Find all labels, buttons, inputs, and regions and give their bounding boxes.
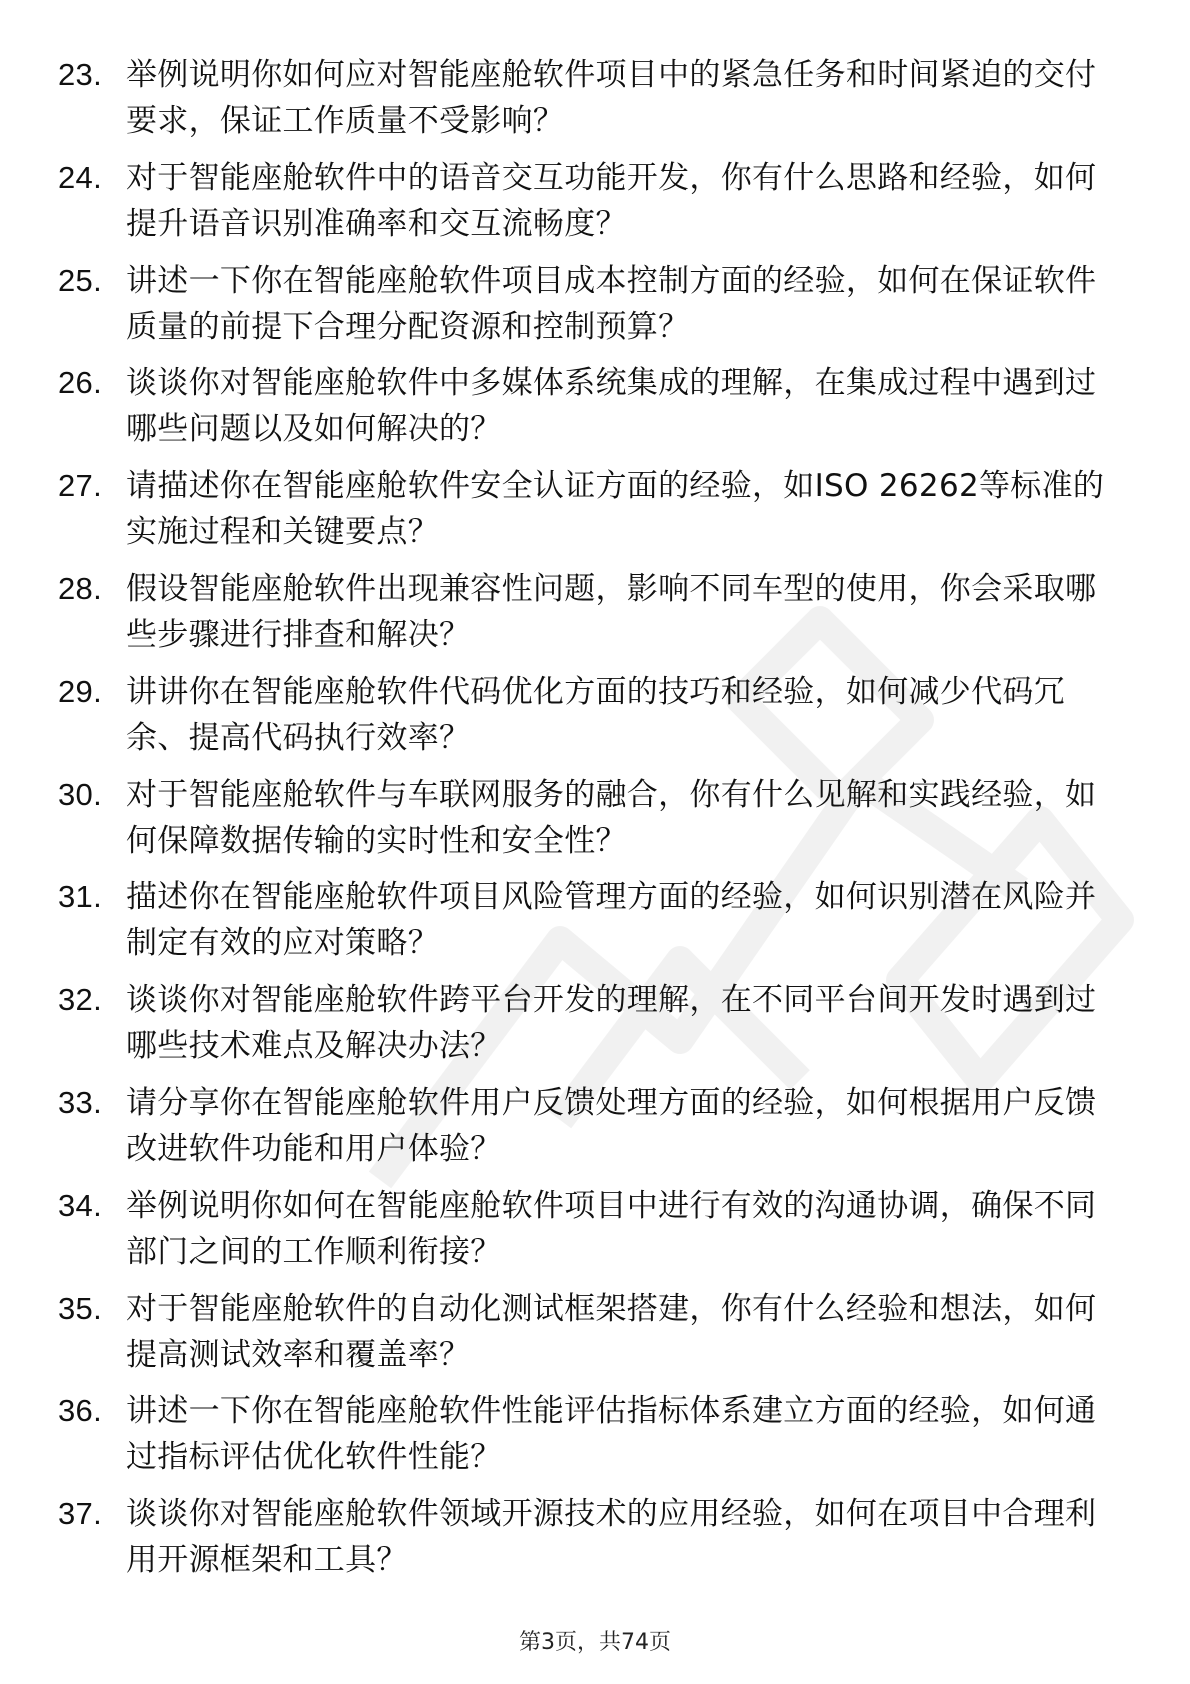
question-item (58, 463, 1108, 555)
question-number: 32. (58, 982, 102, 1018)
question-item (58, 1388, 1108, 1480)
question-number: 23. (58, 57, 102, 92)
question-item (58, 566, 1108, 658)
question-item (58, 155, 1108, 247)
question-text: 讲述一下你在智能座舱软件项目成本控制方面的经验，如何在保证软件质量的前提下合理分配资源和控制预算？ (126, 262, 1097, 345)
question-number: 30. (58, 776, 102, 812)
question-number: 28. (58, 570, 102, 606)
question-number: 26. (58, 365, 102, 401)
page-number-info: 第3页，共74页 (519, 1630, 671, 1655)
question-item (58, 1080, 1108, 1172)
question-number: 27. (58, 468, 102, 504)
question-item (58, 1491, 1108, 1583)
question-text: 谈谈你对智能座舱软件中多媒体系统集成的理解，在集成过程中遇到过哪些问题以及如何解决的？ (126, 365, 1097, 448)
question-text: 举例说明你如何应对智能座舱软件项目中的紧急任务和时间紧迫的交付要求，保证工作质量不受影响？ (126, 57, 1097, 139)
question-item (58, 1183, 1108, 1275)
question-text: 对于智能座舱软件与车联网服务的融合，你有什么见解和实践经验，如何保障数据传输的实时性和安全性？ (126, 776, 1097, 859)
question-list (58, 52, 1108, 1594)
question-item (58, 669, 1108, 761)
question-text: 讲述一下你在智能座舱软件性能评估指标体系建立方面的经验，如何通过指标评估优化软件性能？ (126, 1393, 1097, 1476)
question-number: 35. (58, 1290, 102, 1326)
question-text: 谈谈你对智能座舱软件跨平台开发的理解，在不同平台间开发时遇到过哪些技术难点及解决办法？ (126, 982, 1097, 1065)
page-footer (0, 1625, 1190, 1656)
question-number: 36. (58, 1393, 102, 1429)
question-number: 24. (58, 159, 102, 195)
question-number: 34. (58, 1187, 102, 1223)
question-item (58, 258, 1108, 350)
question-text: 对于智能座舱软件中的语音交互功能开发，你有什么思路和经验，如何提升语音识别准确率和交互流畅度？ (126, 159, 1097, 242)
question-item (58, 977, 1108, 1069)
question-number: 25. (58, 262, 102, 298)
question-text: 假设智能座舱软件出现兼容性问题，影响不同车型的使用，你会采取哪些步骤进行排查和解决？ (126, 570, 1097, 653)
question-text: 请描述你在智能座舱软件安全认证方面的经验，如ISO 26262等标准的实施过程和关键要点？ (126, 468, 1105, 551)
question-text: 谈谈你对智能座舱软件领域开源技术的应用经验，如何在项目中合理利用开源框架和工具？ (126, 1496, 1097, 1579)
question-item (58, 360, 1108, 452)
question-number: 29. (58, 673, 102, 709)
question-text: 对于智能座舱软件的自动化测试框架搭建，你有什么经验和想法，如何提高测试效率和覆盖率？ (126, 1290, 1097, 1373)
question-number: 37. (58, 1496, 102, 1532)
question-number: 31. (58, 879, 102, 915)
question-text: 描述你在智能座舱软件项目风险管理方面的经验，如何识别潜在风险并制定有效的应对策略？ (126, 879, 1097, 962)
question-item (58, 772, 1108, 864)
question-text: 讲讲你在智能座舱软件代码优化方面的技巧和经验，如何减少代码冗余、提高代码执行效率？ (126, 673, 1065, 756)
question-item (58, 874, 1108, 966)
question-number: 33. (58, 1084, 102, 1120)
question-text: 请分享你在智能座舱软件用户反馈处理方面的经验，如何根据用户反馈改进软件功能和用户体验？ (126, 1084, 1097, 1167)
question-item (58, 52, 1108, 144)
question-text: 举例说明你如何在智能座舱软件项目中进行有效的沟通协调，确保不同部门之间的工作顺利衔接？ (126, 1187, 1097, 1270)
question-item (58, 1286, 1108, 1378)
